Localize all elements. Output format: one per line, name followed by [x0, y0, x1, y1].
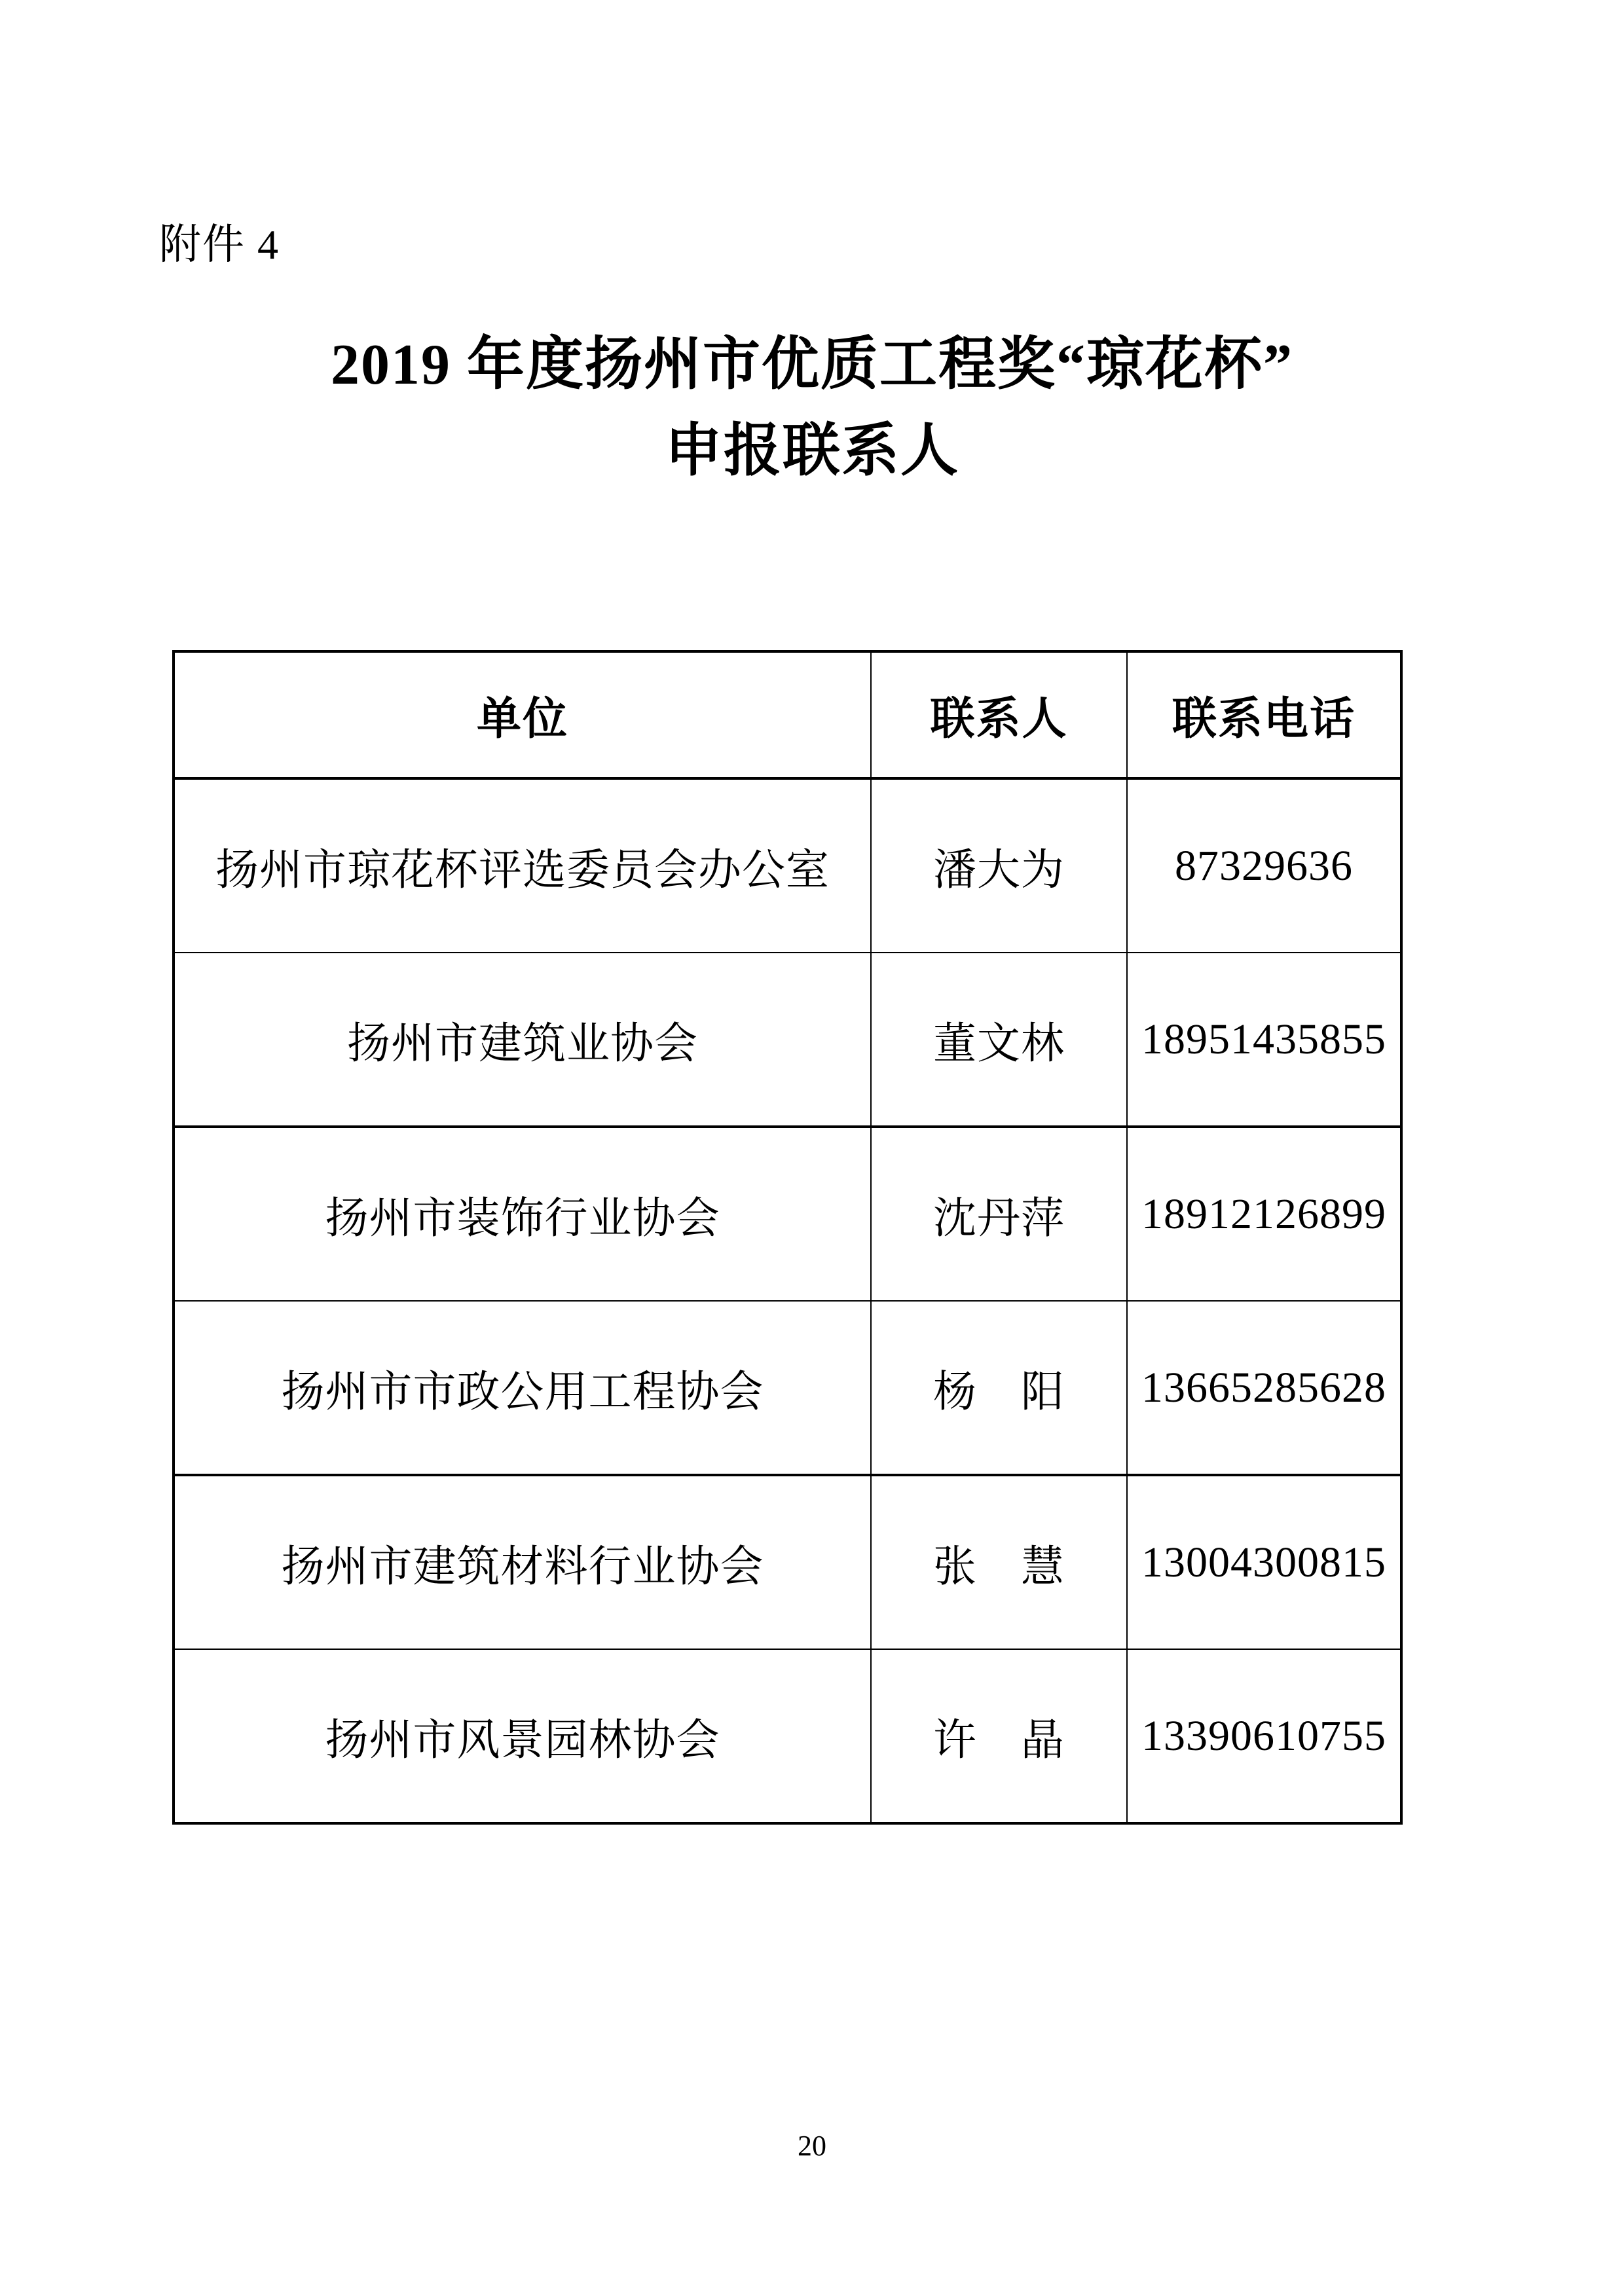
phone-cell: 13004300815: [1127, 1475, 1401, 1649]
contact-cell: 潘大为: [871, 778, 1127, 953]
contact-cell: 张 慧: [871, 1475, 1127, 1649]
phone-cell: 13390610755: [1127, 1649, 1401, 1823]
unit-cell: 扬州市市政公用工程协会: [174, 1301, 871, 1475]
phone-cell: 87329636: [1127, 778, 1401, 953]
phone-cell: 13665285628: [1127, 1301, 1401, 1475]
contact-cell: 董文林: [871, 953, 1127, 1127]
unit-cell: 扬州市装饰行业协会: [174, 1127, 871, 1301]
unit-cell: 扬州市建筑材料行业协会: [174, 1475, 871, 1649]
document-title-line2: 申报联系人: [664, 420, 959, 483]
phone-cell: 18951435855: [1127, 953, 1401, 1127]
page-number: 20: [798, 2130, 826, 2162]
contact-cell: 沈丹萍: [871, 1127, 1127, 1301]
contacts-table: [172, 650, 1403, 1825]
phone-cell: 18912126899: [1127, 1127, 1401, 1301]
table-header-row: [174, 651, 1401, 778]
document-title: [0, 322, 1624, 495]
table-row: [174, 1475, 1401, 1649]
header-phone: 联系电话: [1127, 651, 1401, 778]
table-row: [174, 1301, 1401, 1475]
unit-cell: 扬州市琼花杯评选委员会办公室: [174, 778, 871, 953]
unit-cell: 扬州市建筑业协会: [174, 953, 871, 1127]
header-contact: 联系人: [871, 651, 1127, 778]
contact-cell: 杨 阳: [871, 1301, 1127, 1475]
table-row: [174, 1649, 1401, 1823]
table-row: [174, 1127, 1401, 1301]
unit-cell: 扬州市风景园林协会: [174, 1649, 871, 1823]
contact-cell: 许 晶: [871, 1649, 1127, 1823]
header-unit: 单位: [174, 651, 871, 778]
table-row: [174, 778, 1401, 953]
table-row: [174, 953, 1401, 1127]
document-title-line1: 2019 年度扬州市优质工程奖“琼花杯”: [330, 333, 1293, 397]
attachment-label: 附件 4: [159, 221, 280, 268]
